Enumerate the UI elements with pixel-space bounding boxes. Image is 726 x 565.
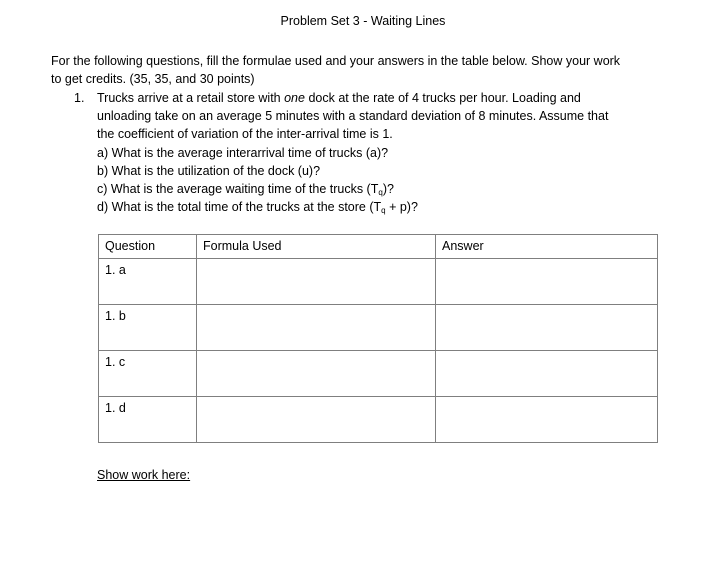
question-body bbox=[97, 89, 674, 216]
table-row bbox=[99, 351, 658, 397]
table-row bbox=[99, 259, 658, 305]
instructions-line-2: to get credits. (35, 35, and 30 points) bbox=[51, 72, 255, 86]
column-header-question: Question bbox=[99, 235, 197, 259]
question-text-part-a: Trucks arrive at a retail store with bbox=[97, 91, 281, 105]
answer-cell[interactable] bbox=[436, 351, 658, 397]
formula-cell[interactable] bbox=[197, 259, 436, 305]
formula-cell[interactable] bbox=[197, 305, 436, 351]
table-row bbox=[99, 305, 658, 351]
instructions-line-1: For the following questions, fill the formulae used and your answers in the table below. Show your work bbox=[51, 54, 621, 68]
question-line-1 bbox=[97, 89, 674, 107]
formula-cell[interactable] bbox=[197, 351, 436, 397]
question-cell: 1. a bbox=[99, 259, 197, 305]
show-work-label: Show work here: bbox=[97, 468, 191, 482]
document-title: Problem Set 3 - Waiting Lines bbox=[280, 14, 446, 28]
subquestion-c-subscript: q bbox=[378, 188, 383, 198]
column-header-answer: Answer bbox=[436, 235, 658, 259]
table-row bbox=[99, 397, 658, 443]
question-line-2: unloading take on an average 5 minutes with a standard deviation of 8 minutes. Assume that bbox=[97, 109, 609, 124]
question-line-3: the coefficient of variation of the inter-arrival time is 1. bbox=[97, 127, 393, 142]
subquestion-d bbox=[97, 198, 674, 216]
question-emphasis: one bbox=[284, 91, 305, 105]
subquestion-d-subscript: q bbox=[381, 206, 386, 216]
question-cell: 1. d bbox=[99, 397, 197, 443]
table-header-row bbox=[99, 235, 658, 259]
question-text-part-b: dock at the rate of 4 trucks per hour. Loading and bbox=[308, 91, 581, 105]
subquestion-a: a) What is the average interarrival time of trucks (a)? bbox=[97, 145, 389, 160]
answer-cell[interactable] bbox=[436, 397, 658, 443]
column-header-formula: Formula Used bbox=[197, 235, 436, 259]
question-1 bbox=[74, 89, 674, 216]
subquestion-d-text: d) What is the total time of the trucks at the store (T bbox=[97, 200, 382, 215]
subquestion-d-end: + p)? bbox=[385, 200, 418, 215]
subquestion-c bbox=[97, 180, 674, 198]
question-cell: 1. b bbox=[99, 305, 197, 351]
answer-cell[interactable] bbox=[436, 259, 658, 305]
question-cell: 1. c bbox=[99, 351, 197, 397]
instructions bbox=[51, 52, 671, 88]
formula-cell[interactable] bbox=[197, 397, 436, 443]
subquestion-c-text: c) What is the average waiting time of the trucks (T bbox=[97, 182, 379, 197]
question-number: 1. bbox=[74, 91, 85, 105]
answer-cell[interactable] bbox=[436, 305, 658, 351]
subquestion-c-end: )? bbox=[382, 182, 394, 197]
answer-table bbox=[98, 234, 658, 443]
subquestion-b: b) What is the utilization of the dock (u)? bbox=[97, 163, 321, 178]
